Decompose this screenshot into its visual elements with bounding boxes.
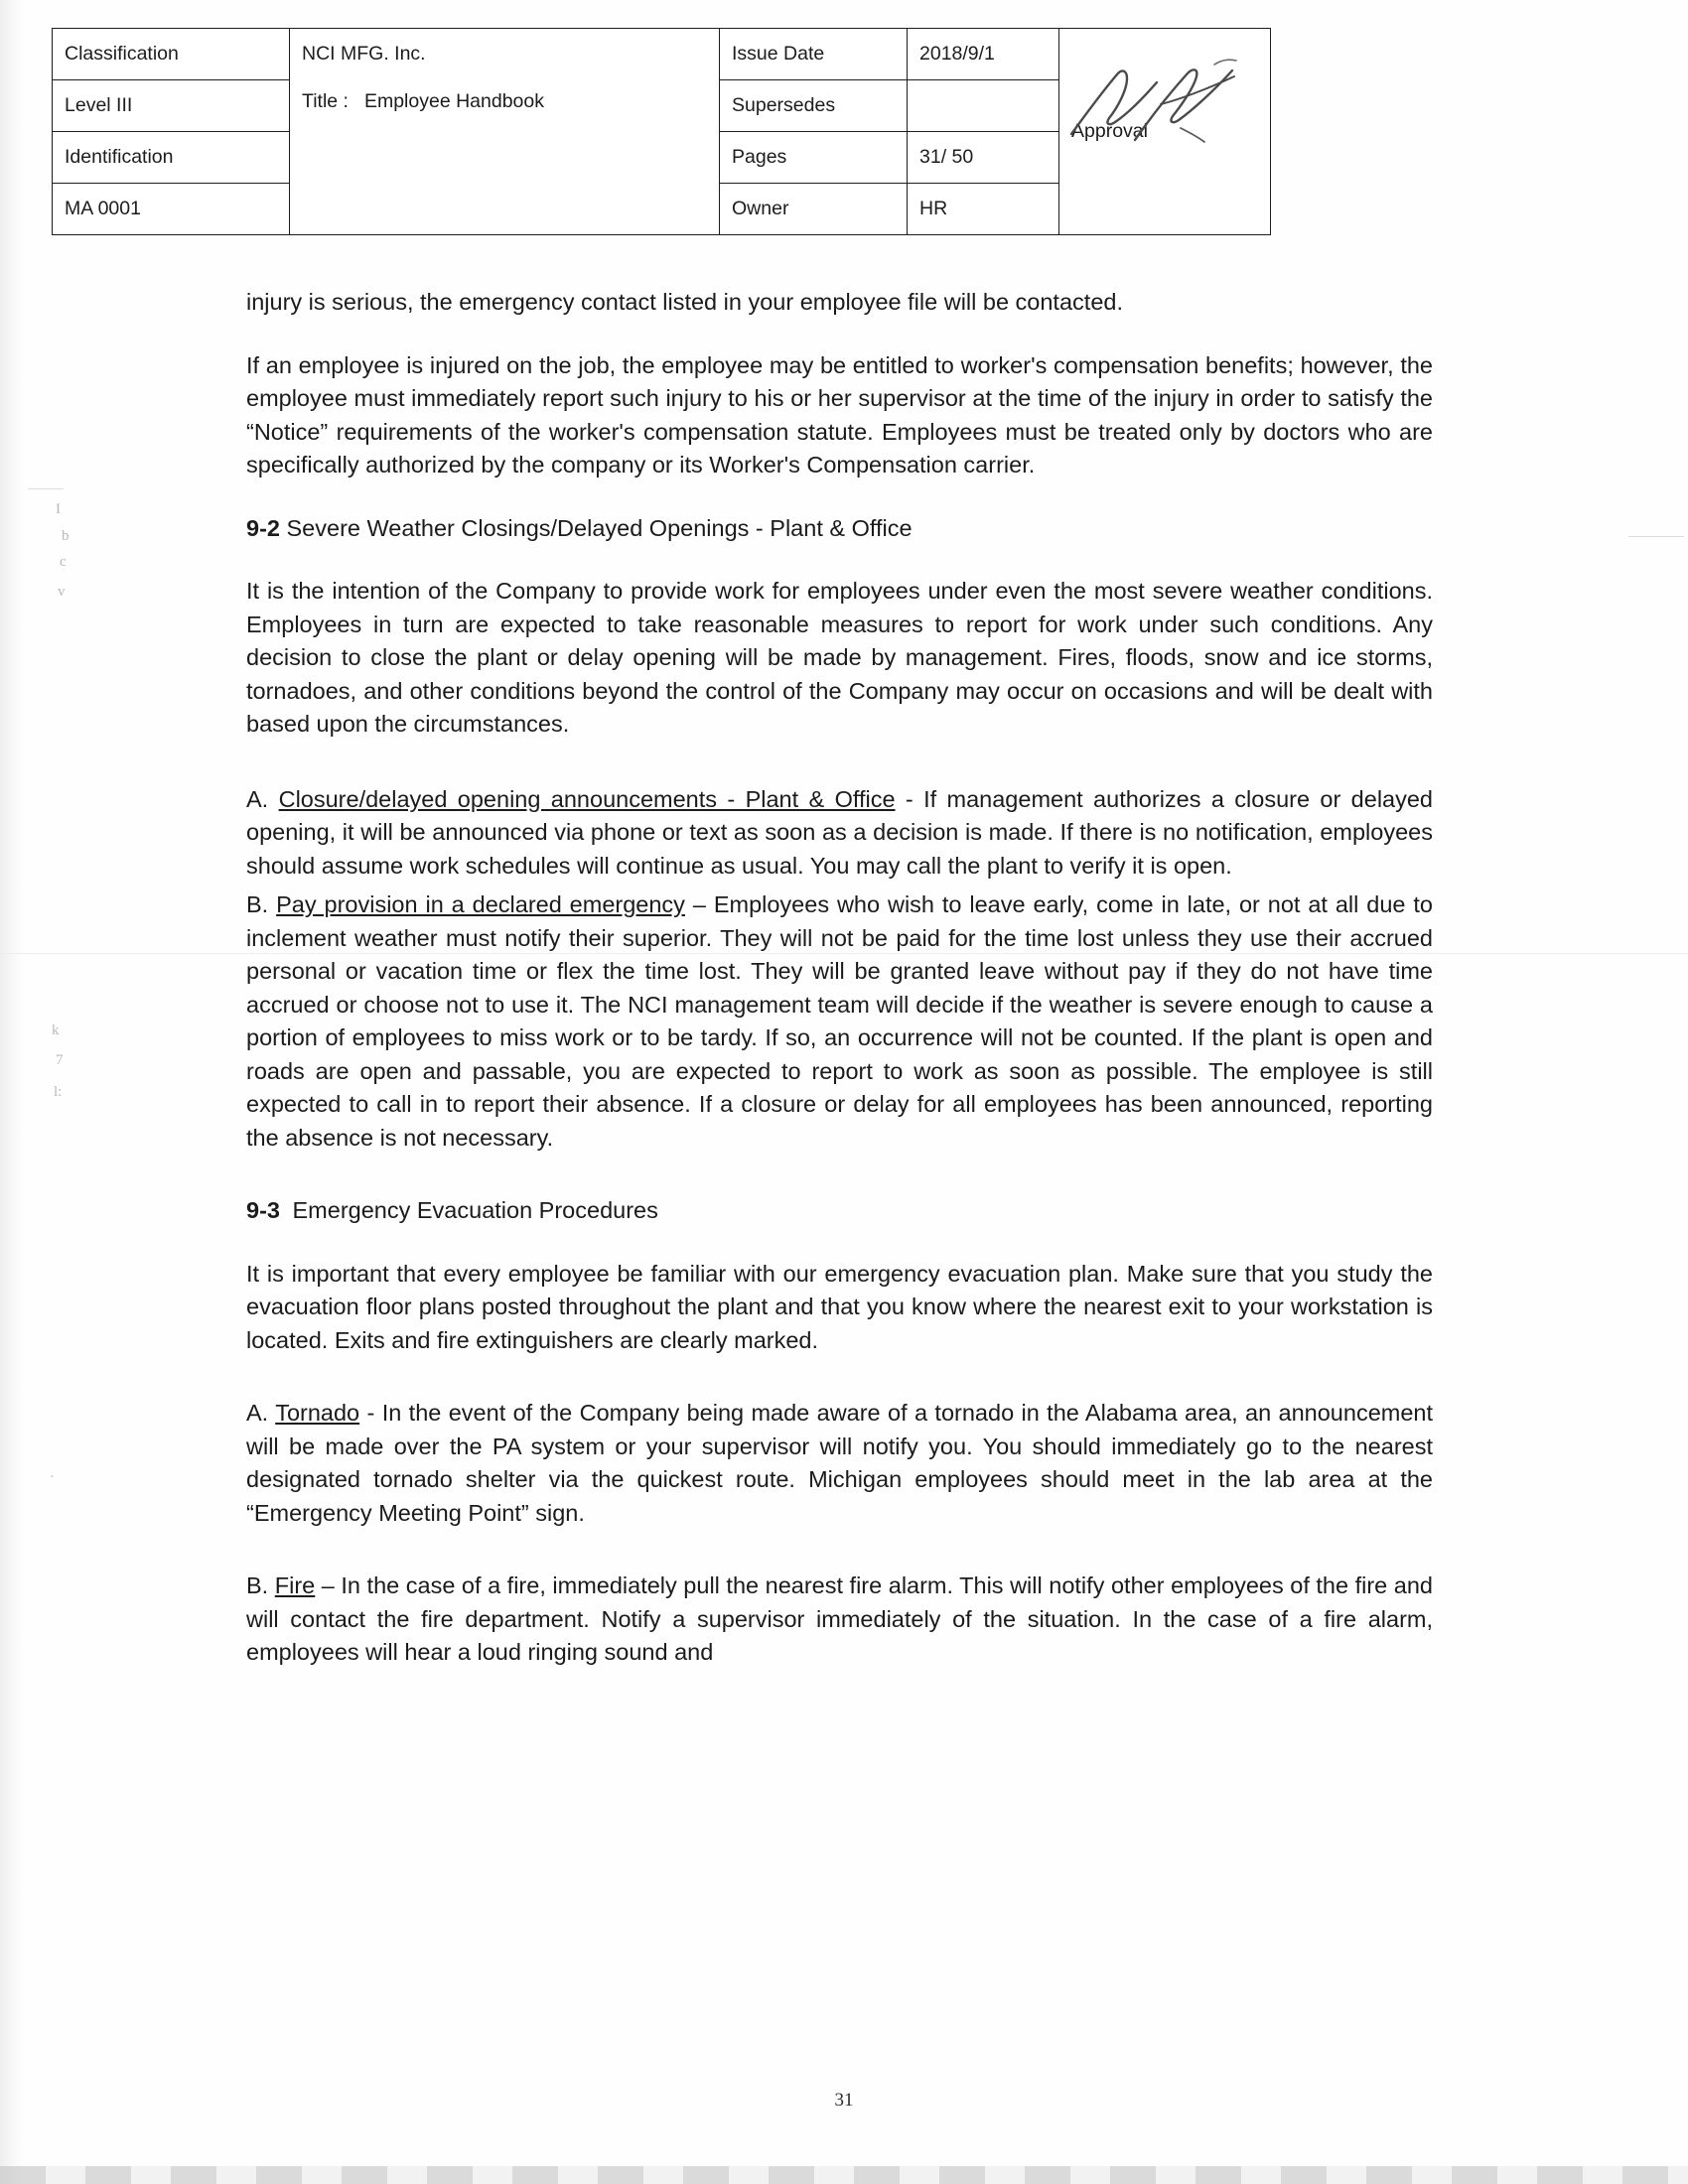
item-a-body-text: - If management authorizes a closure or delayed opening, it will be announced via phone or text as soon as a decision is made. If there is no notification, employees should assume work schedules will continue as usual. You may call the plant to verify it is open. xyxy=(246,785,1434,879)
item-a-letter: A. xyxy=(246,785,269,812)
item-fire-body-text: – In the case of a fire, immediately pull the nearest fire alarm. This will notify other employees of the fire and will contact the fire department. Notify a supervisor immediately of the situation. In the case of a fire alarm, employees will hear a loud ringing sound and xyxy=(246,1572,1434,1665)
paragraph-workers-compensation: If an employee is injured on the job, the employee may be entitled to worker's compensation benefits; however, the employee must immediately report such injury to his or her supervisor at the time of the injury in order to satisfy the “Notice” requirements of the worker's compensation statute. Employees must be treated only by doctors who are specifically authorized by the company or its Worker's Compensation carrier. xyxy=(246,351,1433,478)
document-header-table xyxy=(52,28,1271,235)
supersedes-value xyxy=(908,80,1059,132)
title-key: Title : xyxy=(302,90,349,113)
item-fire-underlined-heading: Fire xyxy=(274,1572,316,1598)
approval-label: Approval xyxy=(1071,119,1148,142)
heading-9-3-text: Emergency Evacuation Procedures xyxy=(292,1197,658,1223)
heading-9-2-text: Severe Weather Closings/Delayed Openings - Plant & Office xyxy=(286,514,913,541)
heading-9-2 xyxy=(246,512,1433,546)
scan-speck: k xyxy=(52,1023,60,1038)
scan-speck: · xyxy=(50,1469,55,1485)
list-item-tornado xyxy=(246,1397,1433,1530)
company-name: NCI MFG. Inc. xyxy=(302,43,426,65)
scan-speck: v xyxy=(58,584,66,600)
item-b-body-text: – Employees who wish to leave early, come in late, or not at all due to inclement weather must notify their superior. They will not be paid for the time lost unless they use their accrued personal or vacation time or flex the time lost. They will be granted leave without pay if they do not have time accrued or choose not to use it. The NCI management team will decide if the weather is severe enough to cause a portion of employees to miss work or to be tardy. If so, an occurrence will not be counted. If the plant is open and roads are open and passable, you are expected to report to work as soon as possible. The employee is still expected to call in to report their absence. If a closure or delay for all employees has been announced, reporting the absence is not necessary. xyxy=(246,891,1433,1151)
heading-9-3-number: 9-3 xyxy=(246,1197,280,1223)
paragraph-injury-continued: injury is serious, the emergency contact listed in your employee file will be contacted. xyxy=(246,289,1123,315)
item-b-underlined-heading: Pay provision in a declared emergency xyxy=(276,891,685,917)
list-item-closure-announcements xyxy=(246,783,1433,884)
paragraph-severe-weather: It is the intention of the Company to provide work for employees under even the most severe weather conditions. Employees in turn are expected to take reasonable measures to report for work under such conditions. Any decision to close the plant or delay opening will be made by management. Fires, floods, snow and ice storms, tornadoes, and other conditions beyond the control of the Company may occur on occasions and will be dealt with based upon the circumstances. xyxy=(246,578,1433,737)
identification-label: Identification xyxy=(53,132,290,184)
document-body xyxy=(246,286,1433,1700)
identification-value: MA 0001 xyxy=(53,184,290,235)
pages-value: 31/ 50 xyxy=(908,132,1059,184)
item-tornado-body-text: - In the event of the Company being made aware of a tornado in the Alabama area, an announcement will be made over the PA system or your supervisor will notify you. You should immediately go to the nearest designated tornado shelter via the quickest route. Michigan employees should meet in the lab area at the “Emergency Meeting Point” sign. xyxy=(246,1400,1434,1526)
scan-speck: l: xyxy=(54,1084,63,1100)
issue-date-label: Issue Date xyxy=(720,29,908,80)
list-item-fire xyxy=(246,1570,1433,1670)
heading-9-2-number: 9-2 xyxy=(246,514,280,541)
item-tornado-underlined-heading: Tornado xyxy=(275,1400,360,1426)
company-and-title-cell xyxy=(290,29,720,235)
heading-9-3 xyxy=(246,1194,1433,1228)
scan-edge-artifact xyxy=(0,0,26,2184)
list-item-pay-provision xyxy=(246,888,1433,1155)
level-value: Level III xyxy=(53,80,290,132)
scan-streak xyxy=(28,488,64,489)
item-b-letter: B. xyxy=(246,891,269,917)
page-number: 31 xyxy=(834,2090,854,2111)
issue-date-value: 2018/9/1 xyxy=(908,29,1059,80)
item-tornado-letter: A. xyxy=(246,1400,269,1426)
title-value: Employee Handbook xyxy=(363,90,544,113)
pages-label: Pages xyxy=(720,132,908,184)
approval-cell xyxy=(1059,29,1271,235)
owner-label: Owner xyxy=(720,184,908,235)
supersedes-label: Supersedes xyxy=(720,80,908,132)
scan-speck: b xyxy=(62,528,70,544)
item-a-underlined-heading: Closure/delayed opening announcements - Plant & Office xyxy=(278,785,896,812)
document-title-line xyxy=(302,90,544,112)
paragraph-evacuation-plan: It is important that every employee be familiar with our emergency evacuation plan. Make sure that you study the evacuation floor plans posted throughout the plant and that you know where the nearest exit to your workstation is located. Exits and fire extinguishers are clearly marked. xyxy=(246,1260,1433,1353)
classification-label: Classification xyxy=(53,29,290,80)
scan-bottom-artifact xyxy=(0,2166,1688,2184)
scan-streak xyxy=(1628,536,1684,537)
scan-speck: I xyxy=(56,501,61,517)
owner-value: HR xyxy=(908,184,1059,235)
item-fire-letter: B. xyxy=(246,1572,269,1598)
scan-speck: c xyxy=(60,554,67,570)
scan-speck: 7 xyxy=(56,1052,64,1068)
table-row xyxy=(53,29,1271,80)
